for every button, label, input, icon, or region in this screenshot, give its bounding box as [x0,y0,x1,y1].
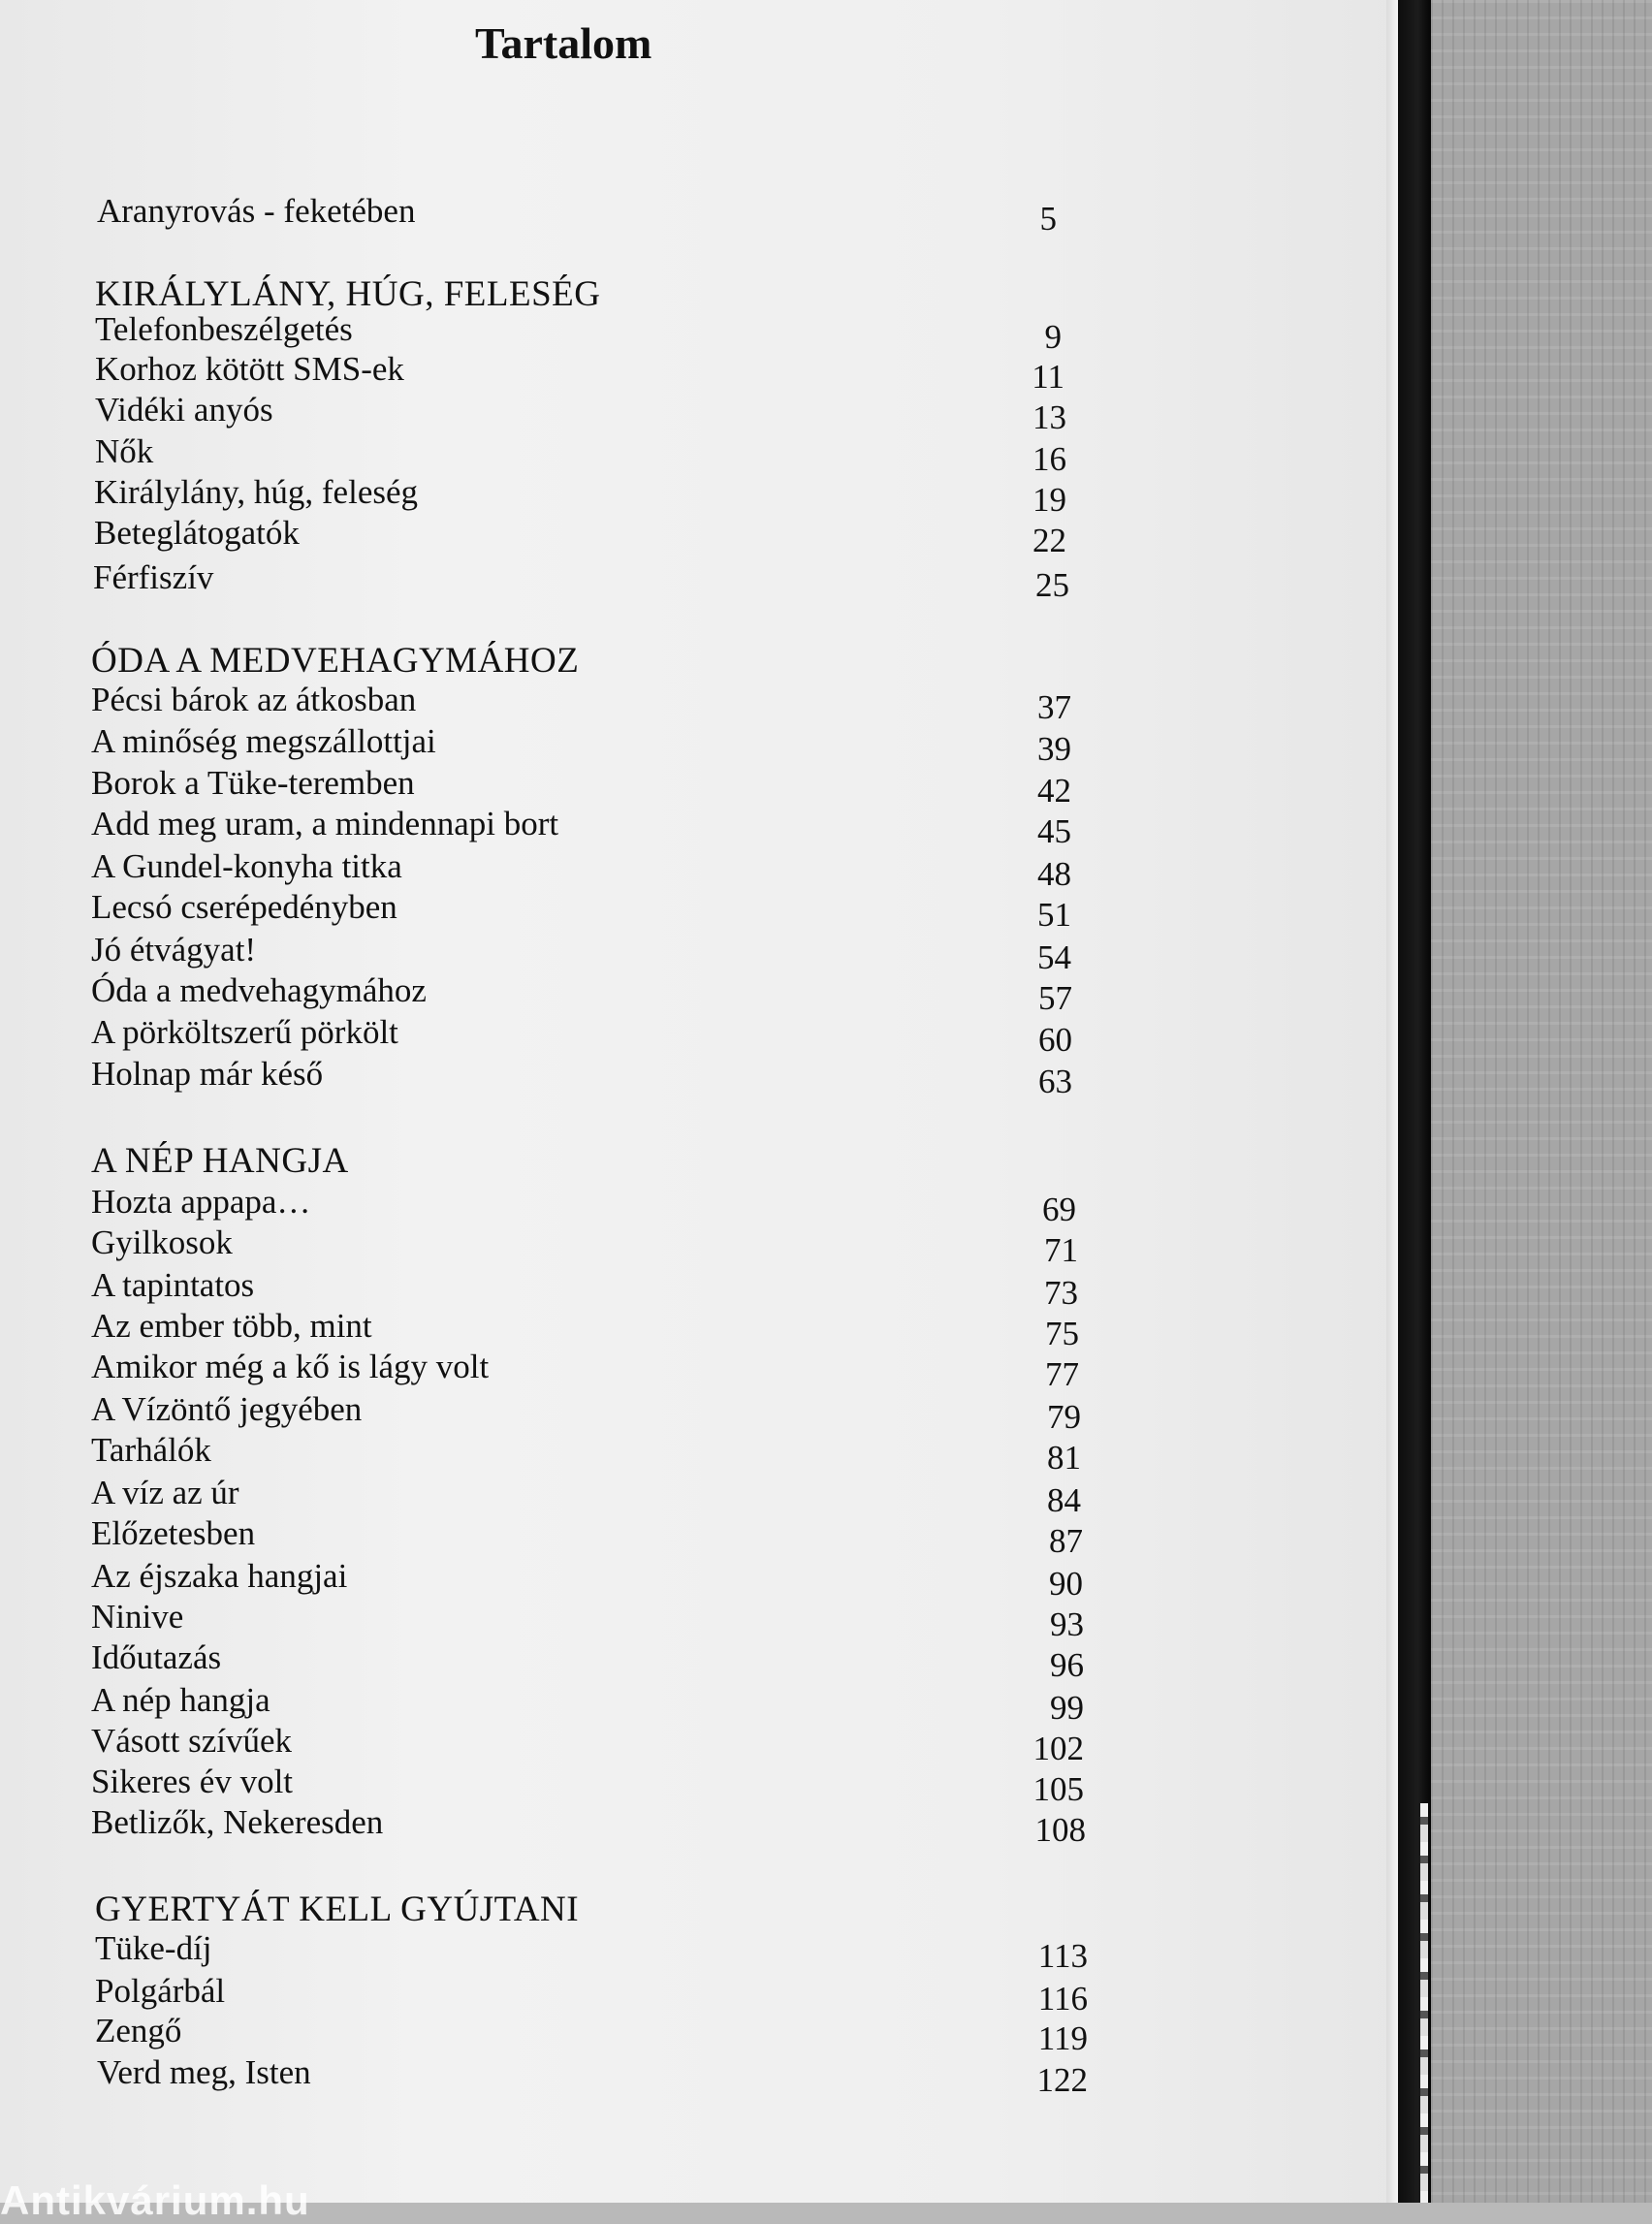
toc-entry [91,1557,1083,1603]
entry-title: A nép hangja [91,1681,270,1719]
toc-entry [91,971,1072,1017]
entry-title: Hozta appapa… [91,1183,311,1221]
toc-entry [91,1598,1084,1643]
toc-entry [93,558,1069,604]
entry-page-number: 108 [1034,1811,1086,1849]
toc-entry [95,1929,1088,1975]
entry-page-number: 42 [1037,772,1071,810]
entry-page-number: 122 [1036,2061,1088,2099]
entry-title: A víz az úr [91,1474,239,1511]
entry-title: A minőség megszállottjai [91,722,436,760]
entry-title: Aranyrovás - feketében [97,192,416,230]
entry-title: Zengő [95,2012,182,2049]
entry-page-number: 87 [1049,1522,1083,1560]
entry-title: Telefonbeszélgetés [95,310,353,348]
entry-page-number: 75 [1045,1315,1079,1352]
entry-page-number: 57 [1038,979,1072,1017]
entry-title: A Vízöntő jegyében [91,1390,363,1428]
entry-page-number: 102 [1032,1730,1084,1767]
entry-title: Holnap már késő [91,1055,324,1093]
toc-entry [91,1013,1072,1059]
toc-entry [95,432,1066,478]
toc-entry [91,847,1071,893]
toc-entry [91,1348,1079,1393]
entry-title: A pörköltszerű pörkölt [91,1013,398,1051]
page-title: Tartalom [475,18,652,68]
toc-entry [91,1223,1078,1269]
entry-page-number: 54 [1037,938,1071,976]
entry-page-number: 60 [1038,1021,1072,1059]
entry-title: Az ember több, mint [91,1307,372,1345]
toc-entry [91,1390,1081,1436]
toc-entry [91,1722,1084,1767]
entry-title: Az éjszaka hangjai [91,1557,348,1595]
entry-title: Vidéki anyós [95,391,273,429]
entry-page-number: 71 [1044,1231,1078,1269]
watermark-text: Antikvárium.hu [0,2177,310,2223]
entry-page-number: 11 [1032,358,1064,396]
entry-title: Pécsi bárok az átkosban [91,681,417,718]
entry-page-number: 79 [1047,1398,1081,1436]
entry-title: Borok a Tüke-teremben [91,764,415,802]
entry-title: Betlizők, Nekeresden [91,1803,384,1841]
entry-title: Királylány, húg, feleség [94,473,419,511]
toc-section-heading [91,1140,1066,1183]
entry-title: Ninive [91,1598,184,1636]
toc-entry [91,1803,1086,1849]
entry-title: Tüke-díj [95,1929,212,1967]
toc-entry [94,473,1066,519]
entry-title: Sikeres év volt [91,1763,294,1800]
toc-entry [91,1307,1079,1350]
toc-entry [91,764,1071,810]
entry-page-number: 5 [1039,200,1057,238]
entry-page-number: 9 [1044,318,1062,356]
toc-entry [95,391,1066,436]
entry-page-number: 99 [1050,1689,1084,1727]
entry-title: Óda a medvehagymához [91,971,427,1009]
toc-entry [95,1972,1088,2015]
section-title: GYERTYÁT KELL GYÚJTANI [95,1890,580,1929]
entry-page-number: 22 [1032,522,1066,559]
table-surface [1431,0,1652,2203]
entry-title: Amikor még a kő is lágy volt [91,1348,490,1385]
toc-entry [95,2012,1088,2057]
entry-page-number: 39 [1037,730,1071,768]
entry-title: A Gundel-konyha titka [91,847,402,885]
entry-title: Előzetesben [91,1514,256,1552]
toc-entry [91,681,1071,726]
entry-title: Férfiszív [93,558,214,596]
toc-entry [95,310,1062,356]
toc-entry [91,722,1071,768]
entry-page-number: 45 [1037,812,1071,850]
entry-page-number: 51 [1037,896,1071,934]
toc-entry [97,192,1057,238]
entry-page-number: 93 [1050,1605,1084,1643]
entry-title: Gyilkosok [91,1223,233,1261]
entry-page-number: 19 [1032,481,1066,519]
entry-page-number: 16 [1032,440,1066,478]
toc-entry [91,1514,1083,1560]
toc-entry [91,931,1071,976]
cover-worn-edge [1420,1803,1428,2203]
entry-page-number: 48 [1037,855,1071,893]
entry-page-number: 13 [1032,398,1066,436]
entry-title: A tapintatos [91,1266,255,1304]
toc-entry [91,1266,1078,1312]
entry-page-number: 37 [1037,688,1071,726]
toc-section-heading [91,640,1066,683]
entry-page-number: 25 [1035,566,1069,604]
toc-entry [91,1474,1081,1519]
entry-title: Verd meg, Isten [97,2053,311,2091]
toc-entry [91,1055,1072,1100]
entry-title: Polgárbál [95,1972,226,2010]
entry-title: Vásott szívűek [91,1722,293,1760]
entry-page-number: 116 [1037,1980,1088,2017]
entry-page-number: 90 [1049,1565,1083,1603]
toc-section-heading [95,1889,1066,1931]
entry-title: Korhoz kötött SMS-ek [95,350,404,388]
toc-entry [91,888,1071,934]
entry-page-number: 81 [1047,1439,1081,1477]
toc-entry [91,1431,1081,1477]
entry-title: Nők [95,432,154,470]
entry-title: Beteglátogatók [94,514,300,552]
toc-entry [97,2053,1088,2099]
entry-page-number: 113 [1037,1937,1088,1975]
entry-page-number: 63 [1038,1063,1072,1100]
entry-title: Tarhálók [91,1431,211,1469]
section-title: ÓDA A MEDVEHAGYMÁHOZ [91,641,580,681]
toc-entry [95,350,1064,396]
section-title: KIRÁLYLÁNY, HÚG, FELESÉG [95,274,601,314]
entry-page-number: 77 [1045,1355,1079,1393]
toc-entry [91,1763,1084,1808]
entry-page-number: 69 [1042,1191,1076,1228]
entry-page-number: 105 [1032,1770,1084,1808]
page-edge [1386,0,1398,2203]
entry-page-number: 96 [1050,1646,1084,1684]
entry-page-number: 84 [1047,1481,1081,1519]
entry-title: Időutazás [91,1638,222,1676]
section-title: A NÉP HANGJA [91,1141,349,1181]
entry-title: Jó étvágyat! [91,931,257,969]
toc-entry [91,1183,1076,1228]
entry-page-number: 119 [1037,2019,1088,2057]
entry-title: Add meg uram, a mindennapi bort [91,805,559,842]
toc-entry [91,1638,1084,1684]
toc-entry [94,514,1066,559]
entry-page-number: 73 [1044,1274,1078,1312]
entry-title: Lecsó cserépedényben [91,888,397,926]
toc-entry [91,805,1071,850]
toc-entry [91,1681,1084,1727]
